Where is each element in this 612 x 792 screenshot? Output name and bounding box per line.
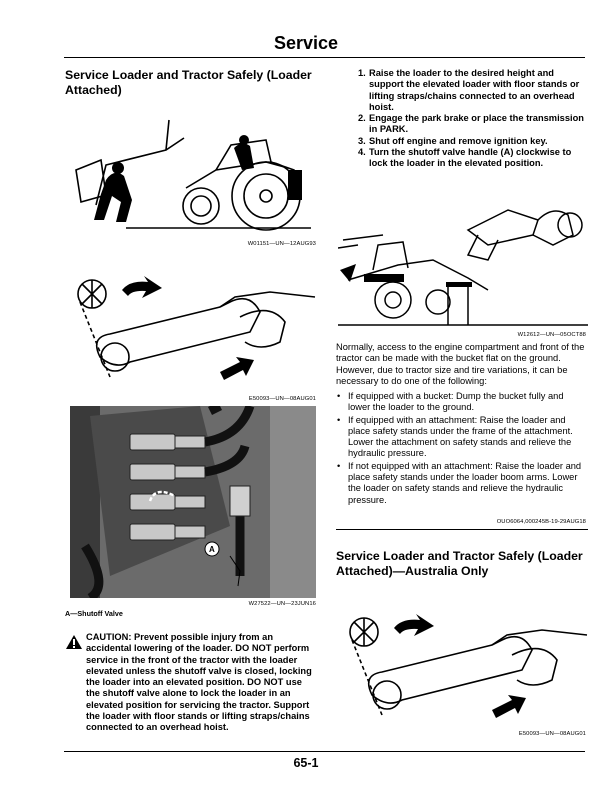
step-text: Engage the park brake or place the transmission in PARK. [369, 113, 584, 135]
intro-paragraph: Normally, access to the engine compartment and front of the tractor can be made with the bucket flat on the ground. However, due to tractor size and tire variations, it can be necessary to do one of the following: [336, 342, 585, 386]
figure-legend: A—Shutoff Valve [65, 609, 123, 618]
list-item [336, 461, 588, 506]
warning-triangle-icon [66, 635, 82, 649]
figure-caption: E50093—UN—08AUG01 [248, 396, 316, 402]
step-text: Raise the loader to the desired height and support the elevated loader with floor stands or lifting straps/chains connected to an overhead hoist. [369, 68, 580, 112]
shutoff-valve-diagram [342, 600, 588, 730]
shutoff-valve-photo [70, 406, 316, 598]
step-number: 3. [358, 135, 366, 146]
section-heading: Service Loader and Tractor Safely (Loader Attached) [65, 68, 312, 97]
step-item [358, 136, 588, 147]
figure-caption: W27522—UN—23JUN16 [248, 601, 316, 607]
figure-caption: W12612—UN—05OCT88 [517, 332, 586, 338]
section-heading: Service Loader and Tractor Safely (Loader Attached)—Australia Only [336, 549, 583, 578]
options-list [336, 391, 588, 507]
step-number: 2. [358, 113, 366, 124]
header-rule [64, 57, 585, 58]
step-text: Shut off engine and remove ignition key. [369, 135, 548, 146]
callout-a-label: A [209, 545, 215, 554]
list-item [336, 415, 588, 460]
step-number: 4. [358, 147, 366, 158]
section-divider [336, 529, 588, 530]
list-item [336, 391, 588, 414]
bullet-icon: • [337, 391, 341, 401]
caution-text: CAUTION: Prevent possible injury from an accidental lowering of the loader. DO NOT perform service in the front of the tractor with the loader elevated unless the shutoff valve is closed, locking the loader into an elevated position. DO NOT use the shutoff valve alone to lock the loader in an elevated position for servicing the tractor. Support the loader with floor stands or lifting straps/chains connected to an overhead hoist. [86, 632, 312, 733]
step-item [358, 147, 588, 170]
tractor-on-stands-illustration [338, 190, 588, 332]
shutoff-valve-diagram [70, 262, 316, 392]
figure-caption: W01151—UN—12AUG93 [247, 241, 316, 247]
step-item [358, 68, 588, 113]
bullet-icon: • [337, 414, 341, 425]
step-number: 1. [358, 68, 366, 78]
list-item-text: If equipped with a bucket: Dump the bucket fully and lower the loader to the ground. [348, 391, 564, 413]
page-title: Service [273, 33, 339, 53]
tractor-loader-illustration [66, 110, 318, 238]
bullet-icon: • [337, 460, 341, 471]
list-item-text: If equipped with an attachment: Raise the loader and place safety stands under the frame of the attachment. Lower the attachment on safety stands and relieve the hydraulic pressure. [348, 414, 573, 459]
footer-rule [64, 751, 585, 752]
figure-caption: E50093—UN—08AUG01 [518, 731, 586, 737]
step-item [358, 113, 588, 136]
page-number: 65-1 [293, 756, 319, 770]
step-text: Turn the shutoff valve handle (A) clockwise to lock the loader in the elevated position. [369, 147, 572, 169]
reference-id: OUO6064,000245B-19-29AUG18 [496, 519, 586, 525]
steps-list [358, 68, 588, 170]
list-item-text: If not equipped with an attachment: Raise the loader and place safety stands under the loader boom arms. Lower the loader on safety stands and relieve the hydraulic pressure. [348, 460, 582, 505]
